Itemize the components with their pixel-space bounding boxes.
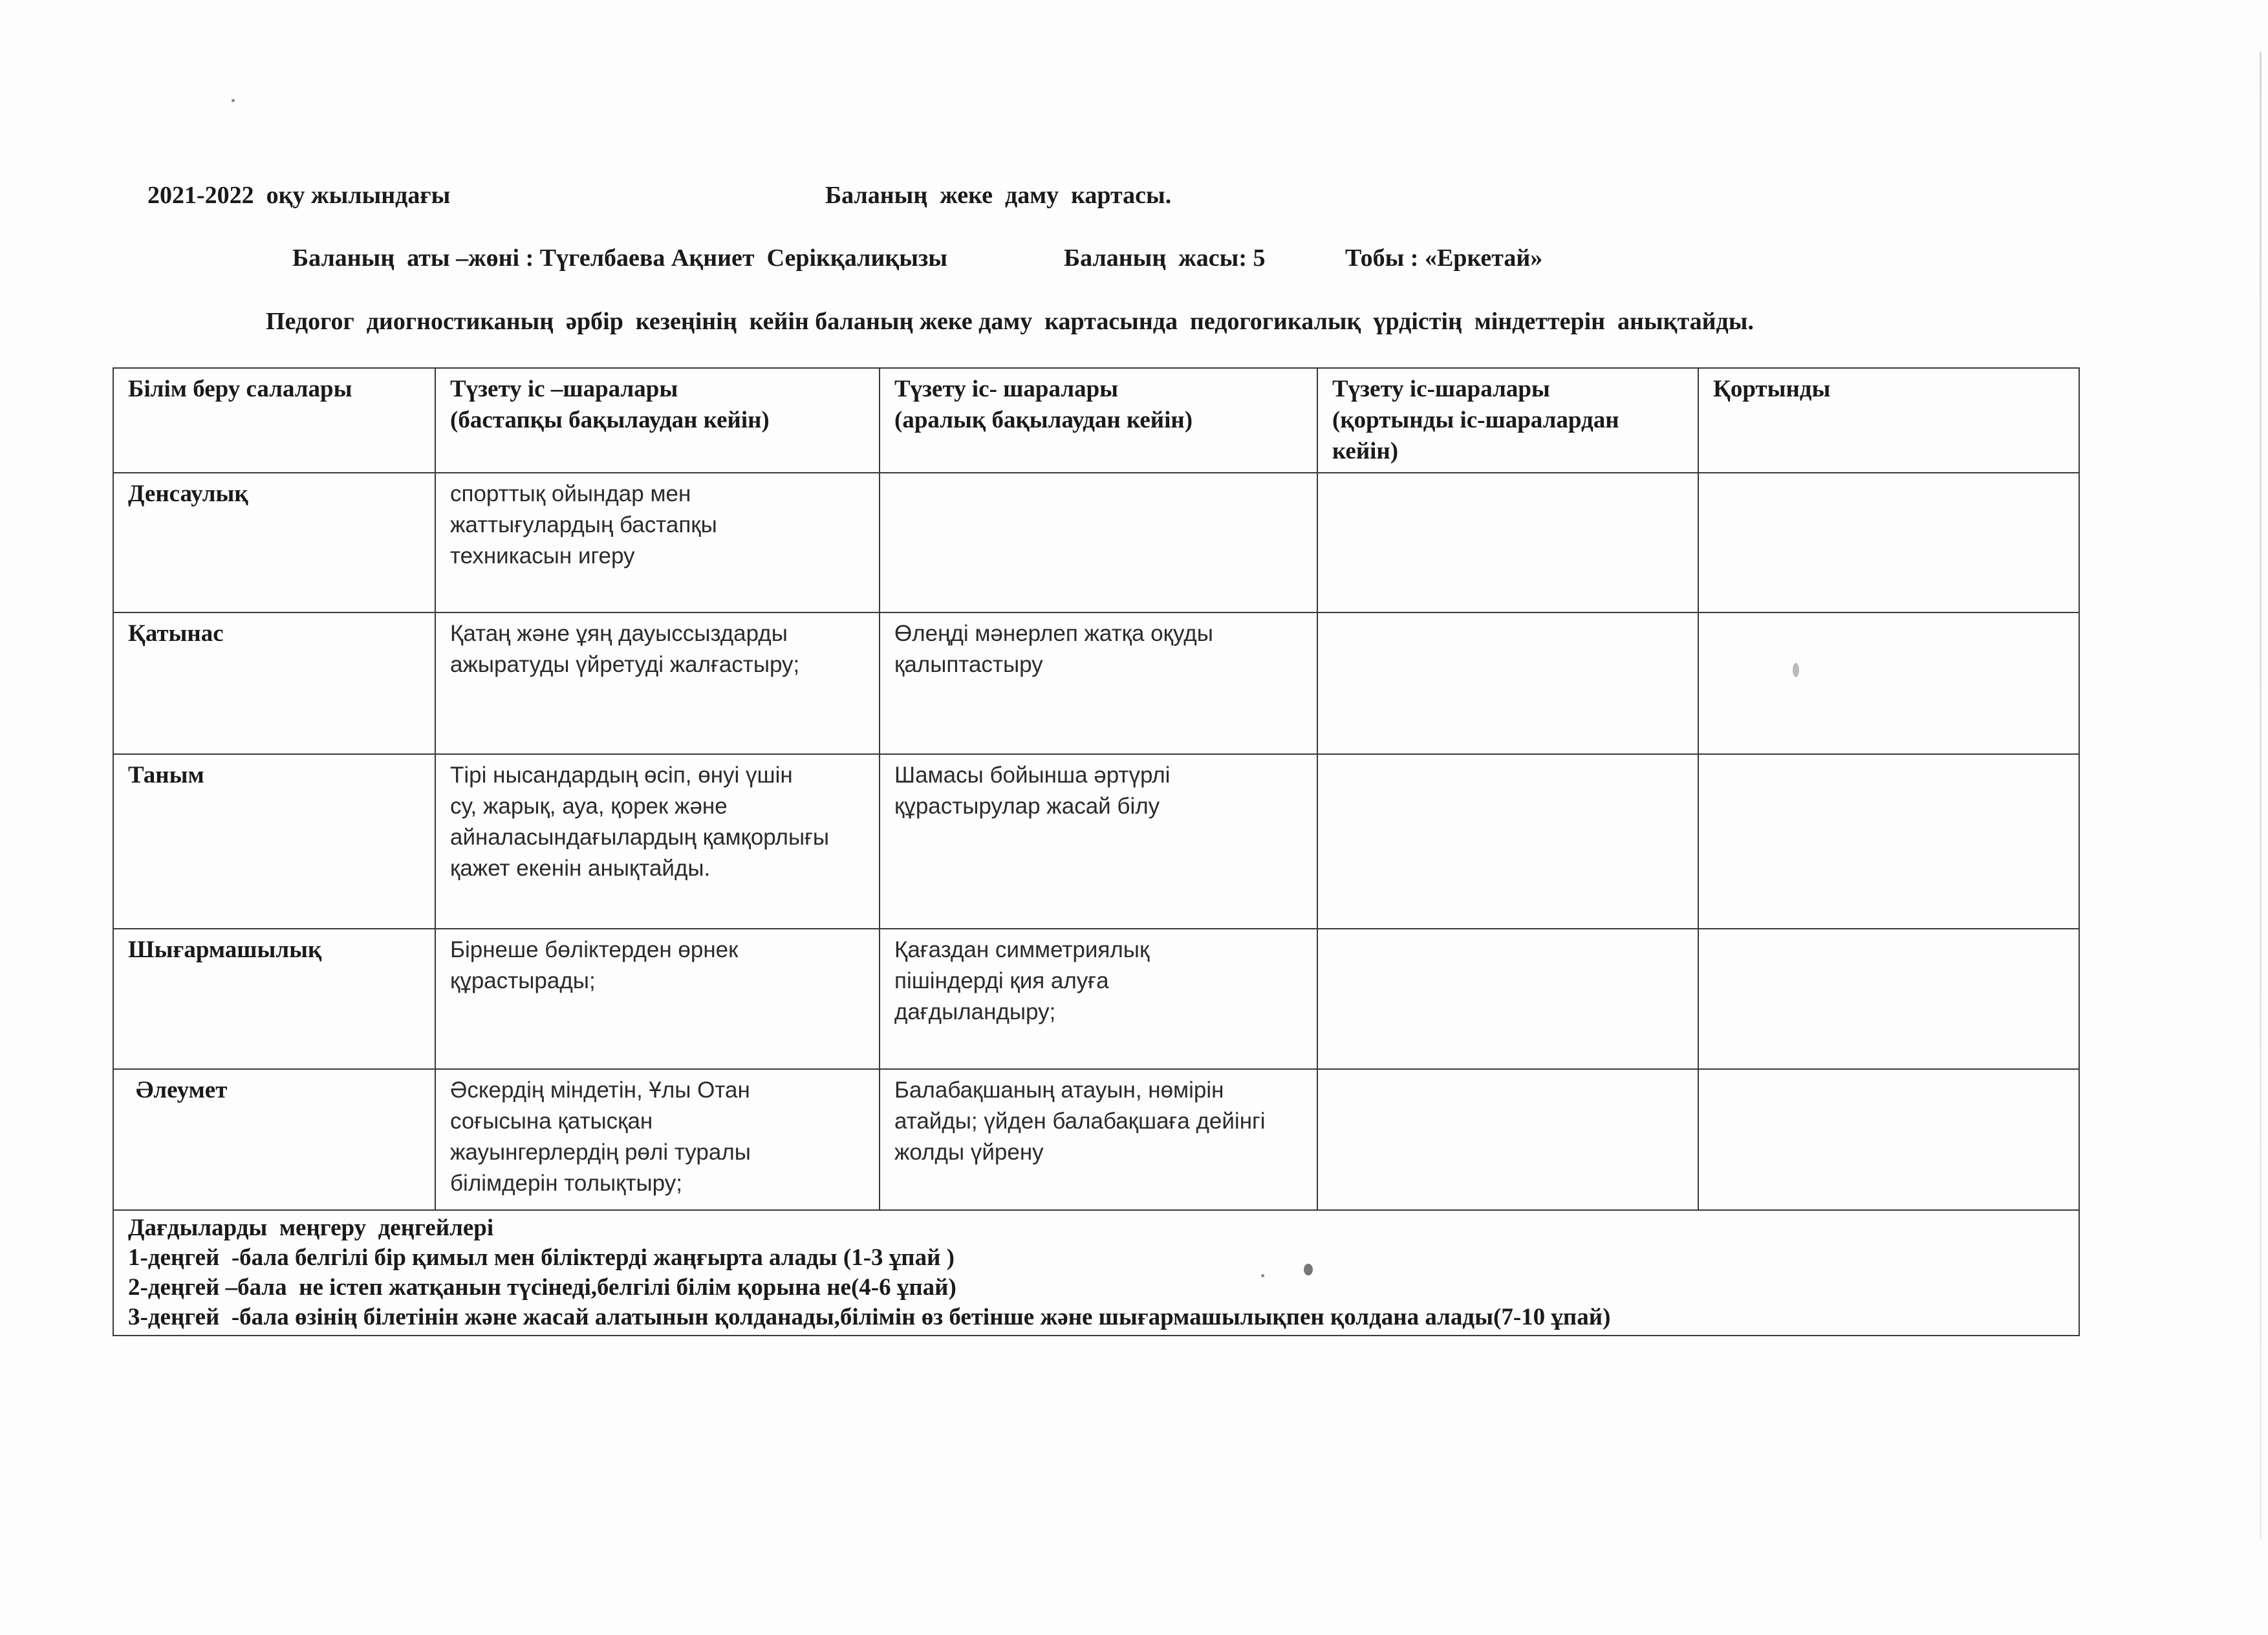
column-header-interim: Түзету іс- шаралары (аралық бақылаудан кейін) <box>880 368 1317 473</box>
table-header-row <box>113 368 2079 473</box>
initial-measures-cell: Бірнеше бөліктерден өрнек құрастырады; <box>435 929 880 1069</box>
document-title: Баланың жеке даму картасы. <box>825 182 1172 209</box>
initial-measures-cell: Әскердің міндетін, Ұлы Отан соғысына қатысқан жауынгерлердің рөлі туралы білімдерін толықтыру; <box>435 1069 880 1210</box>
result-cell <box>1698 754 2079 929</box>
table-row <box>113 1069 2079 1210</box>
skill-level-2: 2-деңгей –бала не істеп жатқанын түсінеді,белгілі білім қорына не(4-6 ұпай) <box>128 1274 956 1301</box>
skill-level-1: 1-деңгей -бала белгілі бір қимыл мен біліктерді жаңғырта алады (1-3 ұпай ) <box>128 1244 955 1271</box>
skill-levels-title: Дағдыларды меңгеру деңгейлері <box>128 1215 494 1241</box>
area-cell: Денсаулық <box>113 473 435 612</box>
skill-levels-row <box>113 1210 2079 1336</box>
interim-measures-cell <box>880 473 1317 612</box>
academic-year: 2021-2022 оқу жылындағы <box>147 182 451 209</box>
table-row <box>113 612 2079 754</box>
interim-measures-cell: Қағаздан симметриялық пішіндерді қия алуға дағдыландыру; <box>880 929 1317 1069</box>
area-cell: Әлеумет <box>113 1069 435 1210</box>
interim-measures-cell: Балабақшаның атауын, нөмірін атайды; үйден балабақшаға дейінгі жолды үйрену <box>880 1069 1317 1210</box>
area-cell: Қатынас <box>113 612 435 754</box>
column-header-initial: Түзету іс –шаралары (бастапқы бақылаудан кейін) <box>435 368 880 473</box>
child-age: Баланың жасы: 5 <box>1064 244 1266 272</box>
final-measures-cell <box>1317 1069 1698 1210</box>
result-cell <box>1698 612 2079 754</box>
table-row <box>113 929 2079 1069</box>
child-name: Баланың аты –жөні : Түгелбаева Ақниет Серікқалиқызы <box>292 244 947 272</box>
final-measures-cell <box>1317 473 1698 612</box>
initial-measures-cell: спорттық ойындар мен жаттығулардың бастапқы техникасын игеру <box>435 473 880 612</box>
initial-measures-cell: Тірі нысандардың өсіп, өнуі үшін су, жарық, ауа, қорек және айналасындағылардың қамқорлығы қажет екенін анықтайды. <box>435 754 880 929</box>
instruction-text: Педогог диогностиканың әрбір кезеңінің кейін баланың жеке даму картасында педогогикалық үрдістің міндеттерін анықтайды. <box>266 308 1754 335</box>
area-cell: Шығармашылық <box>113 929 435 1069</box>
development-table <box>113 367 2080 1336</box>
column-header-final: Түзету іс-шаралары (қортынды іс-шаралардан кейін) <box>1317 368 1698 473</box>
child-group: Тобы : «Еркетай» <box>1345 244 1543 272</box>
final-measures-cell <box>1317 929 1698 1069</box>
scan-speck <box>232 99 235 102</box>
final-measures-cell <box>1317 754 1698 929</box>
skill-level-3: 3-деңгей -бала өзінің білетінін және жасай алатынын қолданады,білімін өз бетінше және шығармашылықпен қолдана алады(7-10 ұпай) <box>128 1304 1611 1330</box>
table-row <box>113 754 2079 929</box>
initial-measures-cell: Қатаң және ұяң дауыссыздарды ажыратуды үйретуді жалғастыру; <box>435 612 880 754</box>
interim-measures-cell: Өлеңді мәнерлеп жатқа оқуды қалыптастыру <box>880 612 1317 754</box>
column-header-result: Қортынды <box>1698 368 2079 473</box>
final-measures-cell <box>1317 612 1698 754</box>
skill-levels-legend <box>113 1210 2079 1336</box>
result-cell <box>1698 473 2079 612</box>
interim-measures-cell: Шамасы бойынша әртүрлі құрастырулар жасай білу <box>880 754 1317 929</box>
result-cell <box>1698 929 2079 1069</box>
result-cell <box>1698 1069 2079 1210</box>
table-row <box>113 473 2079 612</box>
area-cell: Таным <box>113 754 435 929</box>
scan-edge-shadow <box>2260 52 2262 1539</box>
column-header-area: Білім беру салалары <box>113 368 435 473</box>
